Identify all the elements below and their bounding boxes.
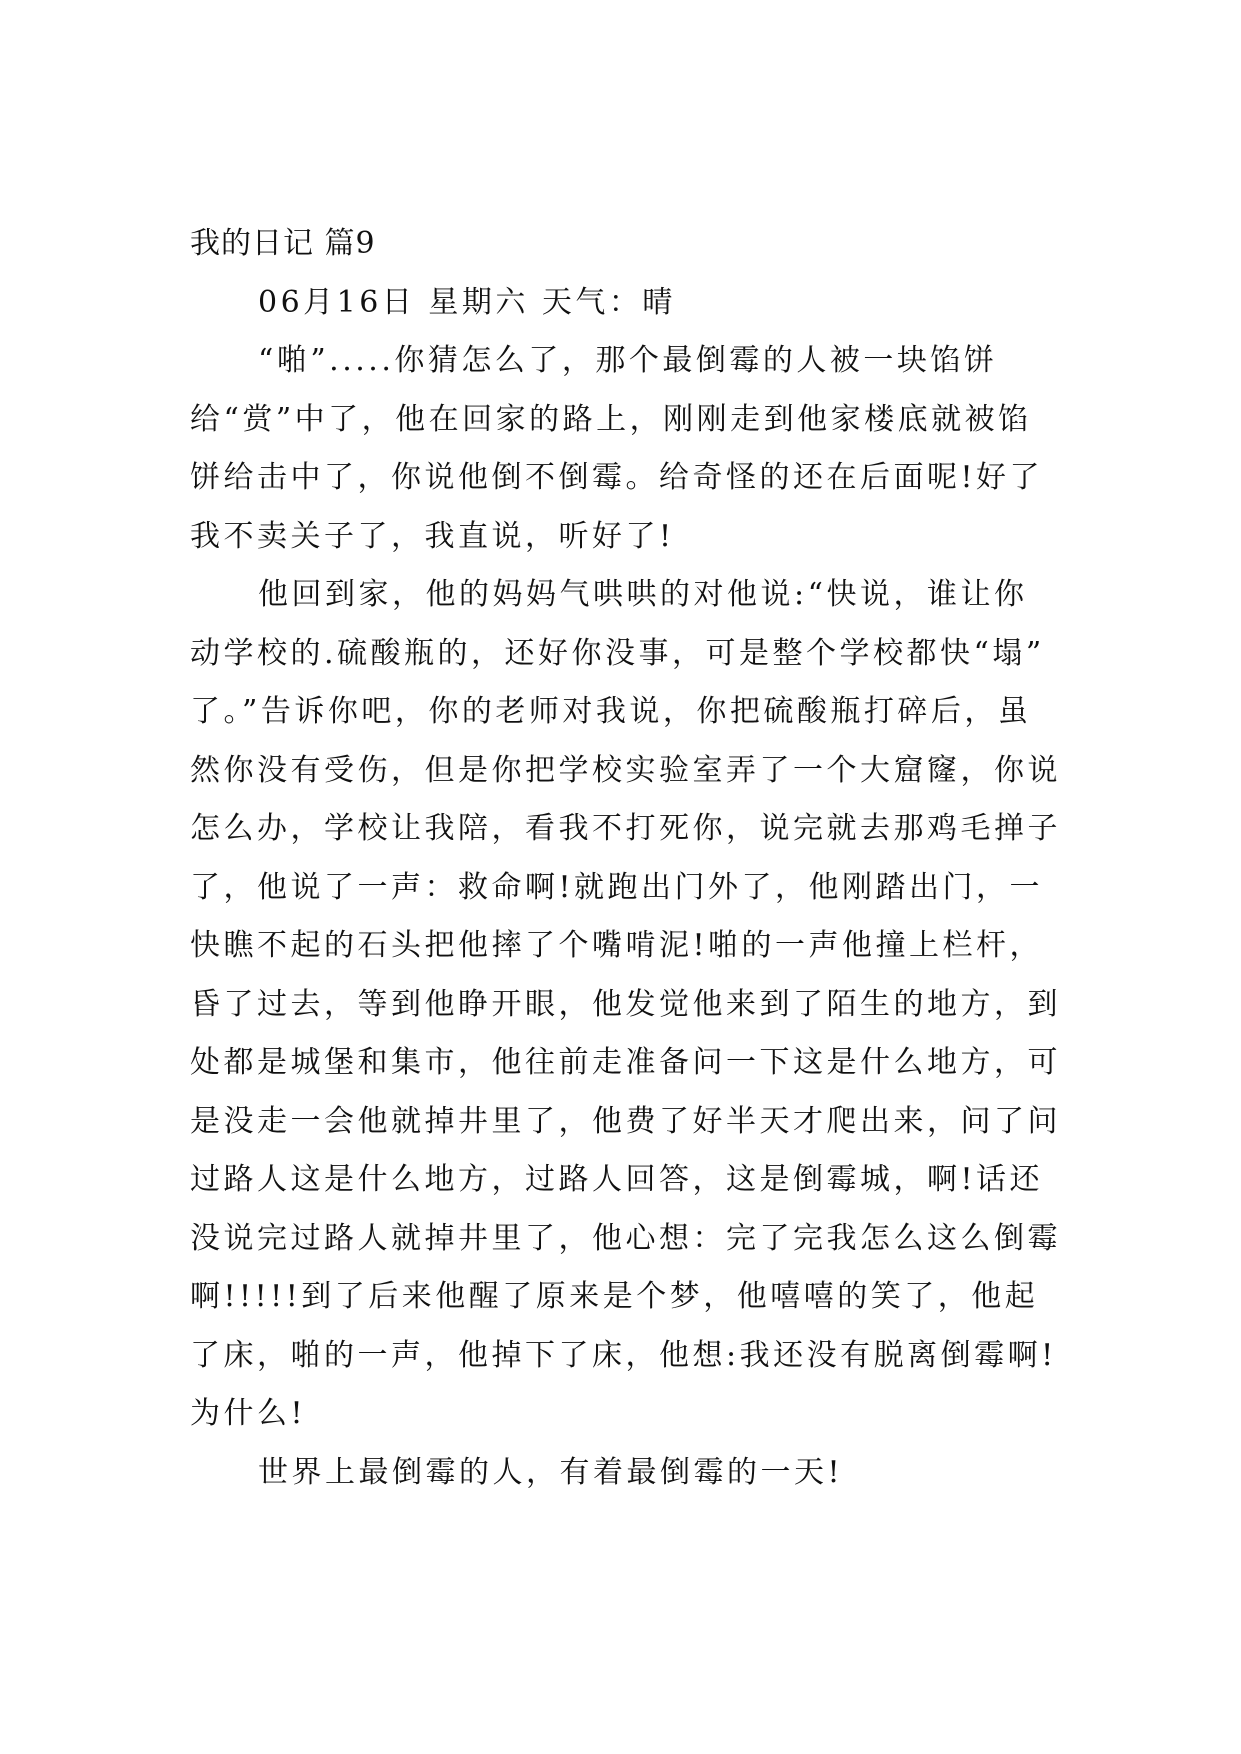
paragraph-line: 了床，啪的一声，他掉下了床，他想:我还没有脱离倒霉啊! <box>190 1337 1057 1373</box>
paragraph-3 <box>190 1444 1052 1503</box>
paragraph-line: 然你没有受伤，但是你把学校实验室弄了一个大窟窿，你说 <box>190 752 1061 788</box>
paragraph-line: 了，他说了一声：救命啊!就跑出门外了，他刚踏出门，一 <box>190 869 1044 905</box>
paragraph-2 <box>190 566 1061 1444</box>
paragraph-line: 是没走一会他就掉井里了，他费了好半天才爬出来，问了问 <box>190 1103 1061 1139</box>
paragraph-line: 为什么! <box>190 1396 307 1431</box>
paragraph-line: 他回到家，他的妈妈气哄哄的对他说:“快说，谁让你 <box>258 577 1028 612</box>
paragraph-line: 快瞧不起的石头把他摔了个嘴啃泥!啪的一声他撞上栏杆， <box>190 928 1044 963</box>
paragraph-line: “啪”.....你猜怎么了，那个最倒霉的人被一块馅饼 <box>258 343 998 378</box>
paragraph-1 <box>190 332 1052 566</box>
paragraph-line: 处都是城堡和集市，他往前走准备问一下这是什么地方，可 <box>190 1045 1061 1080</box>
paragraph-line: 饼给击中了，你说他倒不倒霉。给奇怪的还在后面呢!好了 <box>190 460 1044 495</box>
paragraph-line: 我不卖关子了，我直说，听好了! <box>190 518 675 554</box>
paragraph-line: 怎么办，学校让我陪，看我不打死你，说完就去那鸡毛掸子 <box>190 811 1061 846</box>
paragraph-line: 啊!!!!!到了后来他醒了原来是个梦，他嘻嘻的笑了，他起 <box>190 1279 1039 1314</box>
date-weather-line: 06月16日 星期六 天气：晴 <box>258 284 676 320</box>
paragraph-line: 世界上最倒霉的人，有着最倒霉的一天! <box>258 1454 844 1490</box>
diary-entry <box>190 215 1061 1502</box>
entry-title: 我的日记 篇9 <box>190 226 376 261</box>
paragraph-line: 昏了过去，等到他睁开眼，他发觉他来到了陌生的地方，到 <box>190 986 1061 1022</box>
paragraph-line: 动学校的.硫酸瓶的，还好你没事，可是整个学校都快“塌” <box>190 635 1045 671</box>
paragraph-line: 没说完过路人就掉井里了，他心想：完了完我怎么这么倒霉 <box>190 1220 1061 1256</box>
paragraph-line: 过路人这是什么地方，过路人回答，这是倒霉城，啊!话还 <box>190 1162 1044 1197</box>
paragraph-line: 给“赏”中了，他在回家的路上，刚刚走到他家楼底就被馅 <box>190 401 1032 437</box>
paragraph-line: 了。”告诉你吧，你的老师对我说，你把硫酸瓶打碎后，虽 <box>190 694 1032 729</box>
